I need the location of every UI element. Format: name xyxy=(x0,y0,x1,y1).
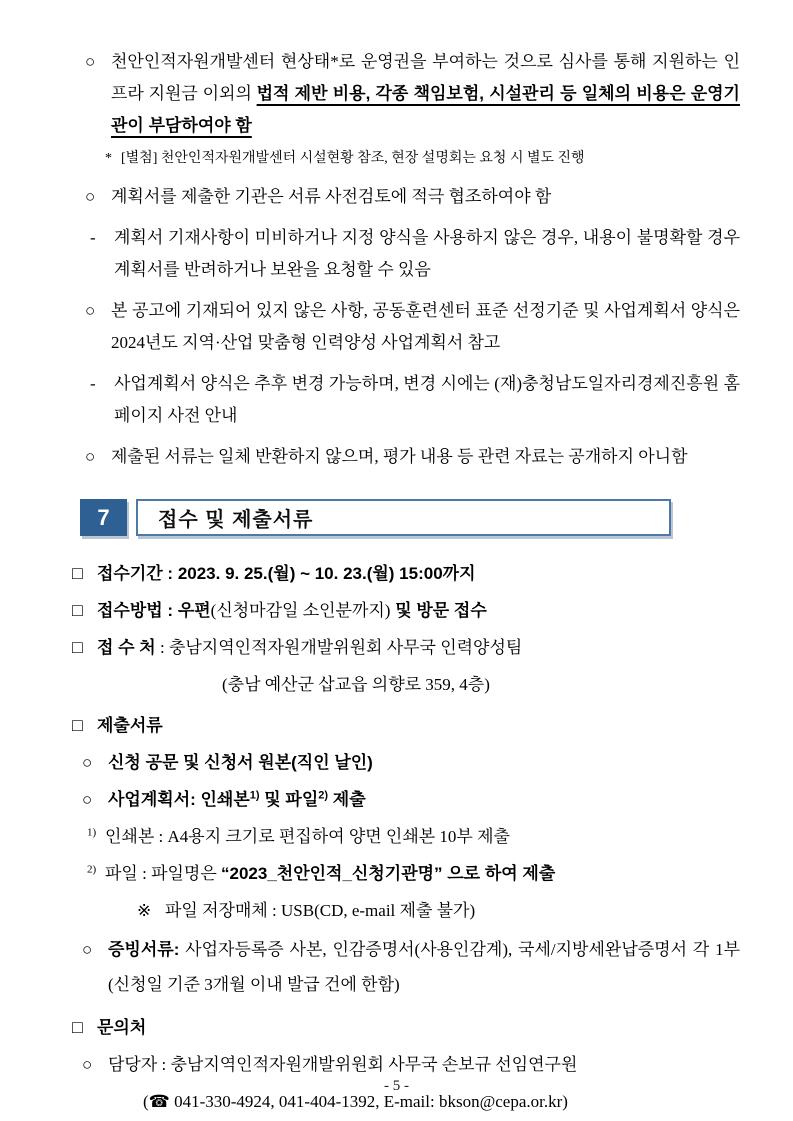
contact-phone-line: (☎ 041-330-4924, 041-404-1392, E-mail: bkson@cepa.or.kr) xyxy=(143,1092,568,1111)
method-visit: 및 방문 접수 xyxy=(390,601,487,620)
footnote-file xyxy=(87,856,740,891)
reception-method-label: 접수방법 xyxy=(97,601,163,620)
plan-print-label: 사업계획서: 인쇄본 xyxy=(108,790,250,809)
row-submission-docs xyxy=(72,708,740,743)
square-bullet: □ xyxy=(72,600,83,620)
docs-item-application-text: 신청 공문 및 신청서 원본(직인 날인) xyxy=(108,753,373,772)
notice-item-text xyxy=(111,46,740,142)
note-storage-media-text: 파일 저장매체 : USB(CD, e-mail 제출 불가) xyxy=(165,901,476,920)
notice-item-no-return xyxy=(85,441,740,473)
notice-item-text: 계획서를 제출한 기관은 서류 사전검토에 적극 협조하여야 함 xyxy=(111,187,552,206)
evidence-detail: 사업자등록증 사본, 인감증명서(사용인감계), 국세/지방세완납증명서 각 1부(신청일 기준 3개월 이내 발급 건에 한함) xyxy=(108,940,740,994)
square-bullet: □ xyxy=(72,715,83,735)
circle-bullet: ○ xyxy=(82,1055,93,1074)
notice-item-cooperation xyxy=(85,181,740,213)
colon: : xyxy=(162,564,178,583)
section-number-badge: 7 xyxy=(80,499,127,536)
reception-period-text xyxy=(97,556,740,591)
contact-label: 문의처 xyxy=(97,1018,147,1037)
method-mail: 우편 xyxy=(177,601,211,620)
docs-item-business-plan xyxy=(82,782,740,817)
footnote-marker-1: 1) xyxy=(249,789,260,802)
notice-text-bold-underline: 법적 제반 비용, 각종 책임보험, 시설관리 등 일체의 비용은 운영기관이 부담하여야 함 xyxy=(111,84,740,135)
file-name-format: “2023_천안인적_신청기관명” 으로 하여 제출 xyxy=(221,864,556,883)
footnote-print-text: 인쇄본 : A4용지 크기로 편집하여 양면 인쇄본 10부 제출 xyxy=(105,827,510,846)
evidence-label: 증빙서류: xyxy=(108,940,180,959)
reception-period-label: 접수기간 xyxy=(97,564,163,583)
section-title: 접수 및 제출서류 xyxy=(158,509,314,531)
notice-item-text: 본 공고에 기재되어 있지 않은 사항, 공동훈련센터 표준 선정기준 및 사업계획서 양식은 2024년도 지역·산업 맞춤형 인력양성 사업계획서 참고 xyxy=(111,301,740,352)
note-storage-media xyxy=(137,893,740,928)
colon: : xyxy=(155,638,169,657)
circle-bullet: ○ xyxy=(82,790,93,809)
page-number: - 5 - xyxy=(384,1078,409,1094)
row-reception-place xyxy=(72,630,740,665)
docs-item-evidence xyxy=(82,932,740,1002)
dash-bullet: - xyxy=(90,228,96,247)
reception-place-value: 충남지역인적자원개발위원회 사무국 인력양성팀 xyxy=(168,638,523,657)
footnote-print xyxy=(87,819,740,854)
reference-mark: ※ xyxy=(137,901,152,920)
notice-subitem-text: 계획서 기재사항이 미비하거나 지정 양식을 사용하지 않은 경우, 내용이 불명확할 경우 계획서를 반려하거나 보완을 요청할 수 있음 xyxy=(114,228,740,279)
submission-docs-label: 제출서류 xyxy=(97,716,163,735)
docs-item-business-plan-text xyxy=(108,782,740,817)
notice-subitem-text: 사업계획서 양식은 추후 변경 가능하며, 변경 시에는 (재)충청남도일자리경제진흥원 홈페이지 사전 안내 xyxy=(114,374,740,425)
circle-bullet: ○ xyxy=(82,940,93,959)
file-name-prefix: 파일 : 파일명은 xyxy=(105,864,222,883)
colon: : xyxy=(162,601,178,620)
reception-place-address: (충남 예산군 삽교읍 의향로 359, 4층) xyxy=(222,675,490,694)
circle-bullet: ○ xyxy=(85,52,96,71)
square-bullet: □ xyxy=(72,1017,83,1037)
footnote-marker-2: 2) xyxy=(318,789,329,802)
notice-item-reference xyxy=(85,295,740,359)
docs-item-application xyxy=(82,745,740,780)
contact-person-text: 담당자 : 충남지역인적자원개발위원회 사무국 손보규 선임연구원 xyxy=(108,1055,578,1074)
reception-method-text xyxy=(97,593,740,628)
asterisk-bullet: * xyxy=(105,151,112,166)
circle-bullet: ○ xyxy=(85,187,96,206)
row-reception-method xyxy=(72,593,740,628)
dash-bullet: - xyxy=(90,374,96,393)
notice-item-operating-cost xyxy=(85,46,740,142)
circle-bullet: ○ xyxy=(85,301,96,320)
reception-place-label: 접 수 처 xyxy=(97,638,156,657)
notice-subitem-return xyxy=(90,222,740,286)
reception-place-text xyxy=(97,630,740,665)
method-postmark-note: (신청마감일 소인분까지) xyxy=(210,601,391,620)
docs-item-evidence-text xyxy=(108,932,740,1002)
footnote-attachment xyxy=(105,147,740,171)
square-bullet: □ xyxy=(72,563,83,583)
notice-subitem-form-change xyxy=(90,368,740,432)
plan-submit-label: 제출 xyxy=(328,790,366,809)
contact-person-row xyxy=(82,1047,740,1082)
reception-period-value: 2023. 9. 25.(월) ~ 10. 23.(월) 15:00까지 xyxy=(177,564,476,583)
notice-text-regular: 천안인적자원개발센터 현상태*로 운영권을 부여하는 것으로 심사를 통해 지원하는 인프라 지원금 이외의 xyxy=(111,52,740,103)
row-reception-period xyxy=(72,556,740,591)
square-bullet: □ xyxy=(72,637,83,657)
section-title-box xyxy=(136,499,671,536)
notice-item-text: 제출된 서류는 일체 반환하지 않으며, 평가 내용 등 관련 자료는 공개하지 아니함 xyxy=(111,447,688,466)
row-contact xyxy=(72,1010,740,1045)
plan-file-label: 및 파일 xyxy=(259,790,319,809)
footnote-file-text xyxy=(105,856,740,891)
footnote-text: [별첨] 천안인적자원개발센터 시설현황 참조, 현장 설명회는 요청 시 별도 진행 xyxy=(121,151,585,166)
circle-bullet: ○ xyxy=(85,447,96,466)
footnote-marker-2: 2) xyxy=(87,863,97,876)
footnote-marker-1: 1) xyxy=(87,826,97,839)
section-header xyxy=(80,499,740,536)
circle-bullet: ○ xyxy=(82,753,93,772)
